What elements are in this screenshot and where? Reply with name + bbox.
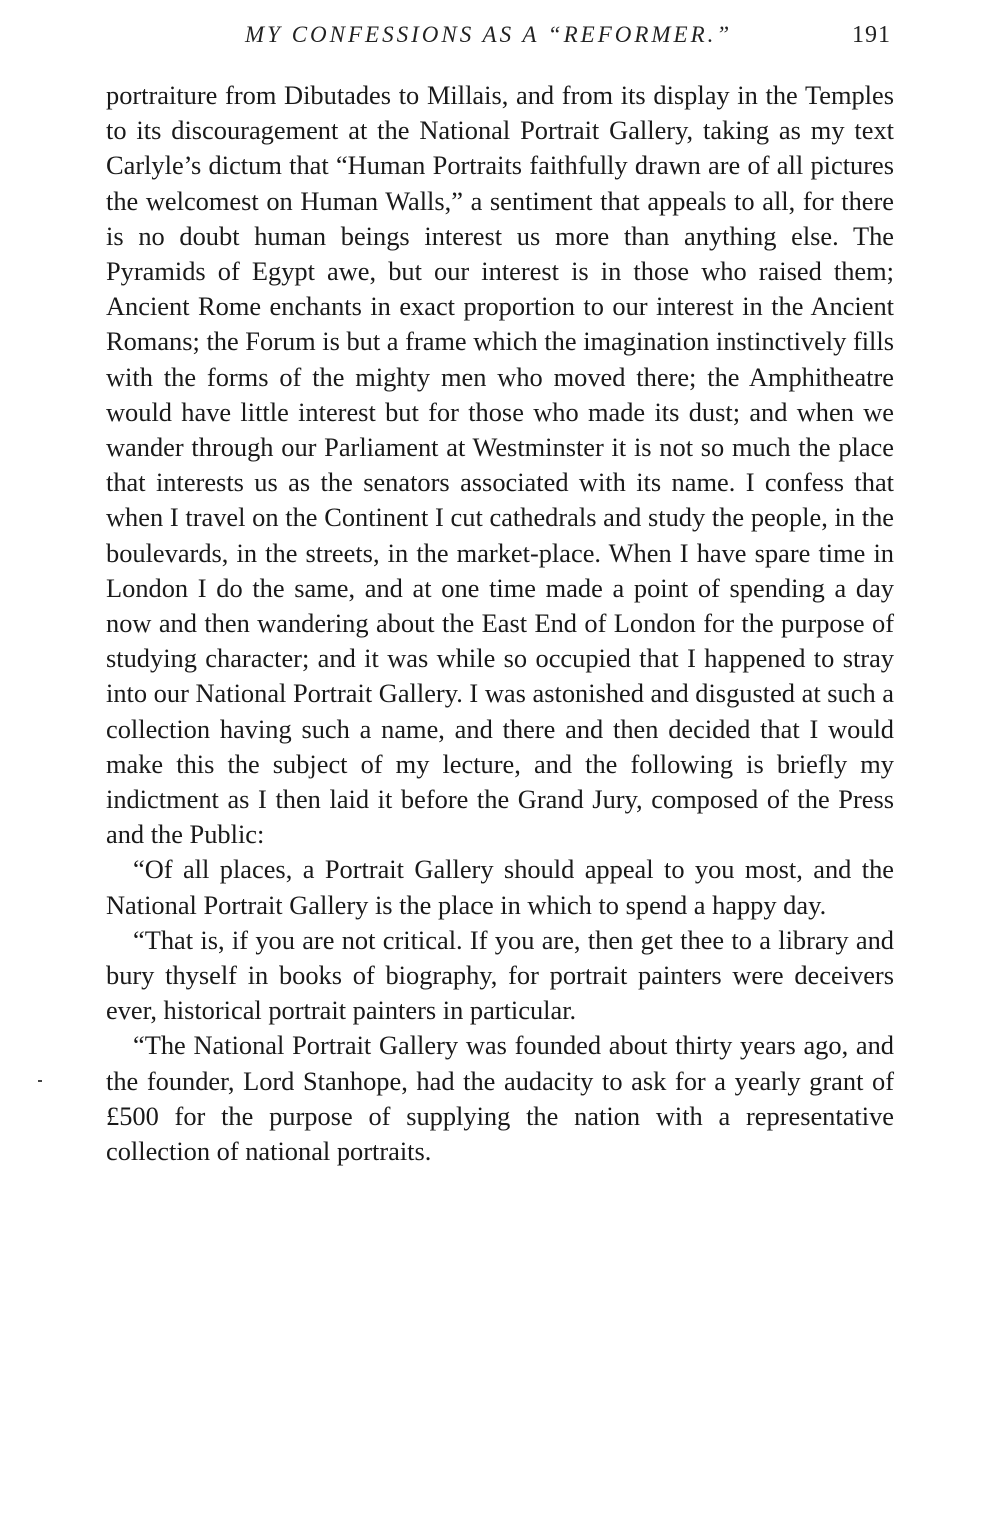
paragraph-quote-3: “The National Portrait Gallery was founded about thirty years ago, and the founder, Lord Stanhope, had the audacity to ask for a yearly grant of £500 for the purpose of supplying the nation with a representative collection of national portraits. <box>106 1030 894 1167</box>
paragraph-continued: portraiture from Dibutades to Millais, and from its display in the Temples to its discouragement at the National Portrait Gallery, taking as my text Carlyle’s dictum that “Human Portraits faithfully drawn are of all pictures the welcomest on Human Walls,” a sentiment that appeals to all, for there is no doubt human beings interest us more than anything else. The Pyramids of Egypt awe, but our interest is in those who raised them; Ancient Rome enchants in exact proportion to our interest in the Ancient Romans; the Forum is but a frame which the imagination instinctively fills with the forms of the mighty men who moved there; the Amphitheatre would have little interest but for those who made its dust; and when we wander through our Parliament at Westminster it is not so much the place that interests us as the senators associated with its name. I confess that when I travel on the Continent I cut cathedrals and study the people, in the boulevards, in the streets, in the market-place. When I have spare time in London I do the same, and at one time made a point of spending a day now and then wandering about the East End of London for the purpose of studying character; and it was while so occupied that I happened to stray into our National Portrait Gallery. I was astonished and disgusted at such a collection having such a name, and there and then decided that I would make this the subject of my lecture, and the following is briefly my indictment as I then laid it before the Grand Jury, composed of the Press and the Public: <box>106 80 894 850</box>
paragraph-quote-2: “That is, if you are not critical. If you are, then get thee to a library and bury thyself in books of biography, for portrait painters were deceivers ever, historical portrait painters in particular. <box>106 924 894 1026</box>
page-number: 191 <box>852 22 891 48</box>
margin-speck <box>38 1080 42 1082</box>
running-title: MY CONFESSIONS AS A “REFORMER.” <box>245 22 733 47</box>
running-header <box>0 22 1000 54</box>
body-text <box>106 78 894 1169</box>
paragraph-quote-1: “Of all places, a Portrait Gallery should appeal to you most, and the National Portrait Gallery is the place in which to spend a happy day. <box>106 854 894 920</box>
